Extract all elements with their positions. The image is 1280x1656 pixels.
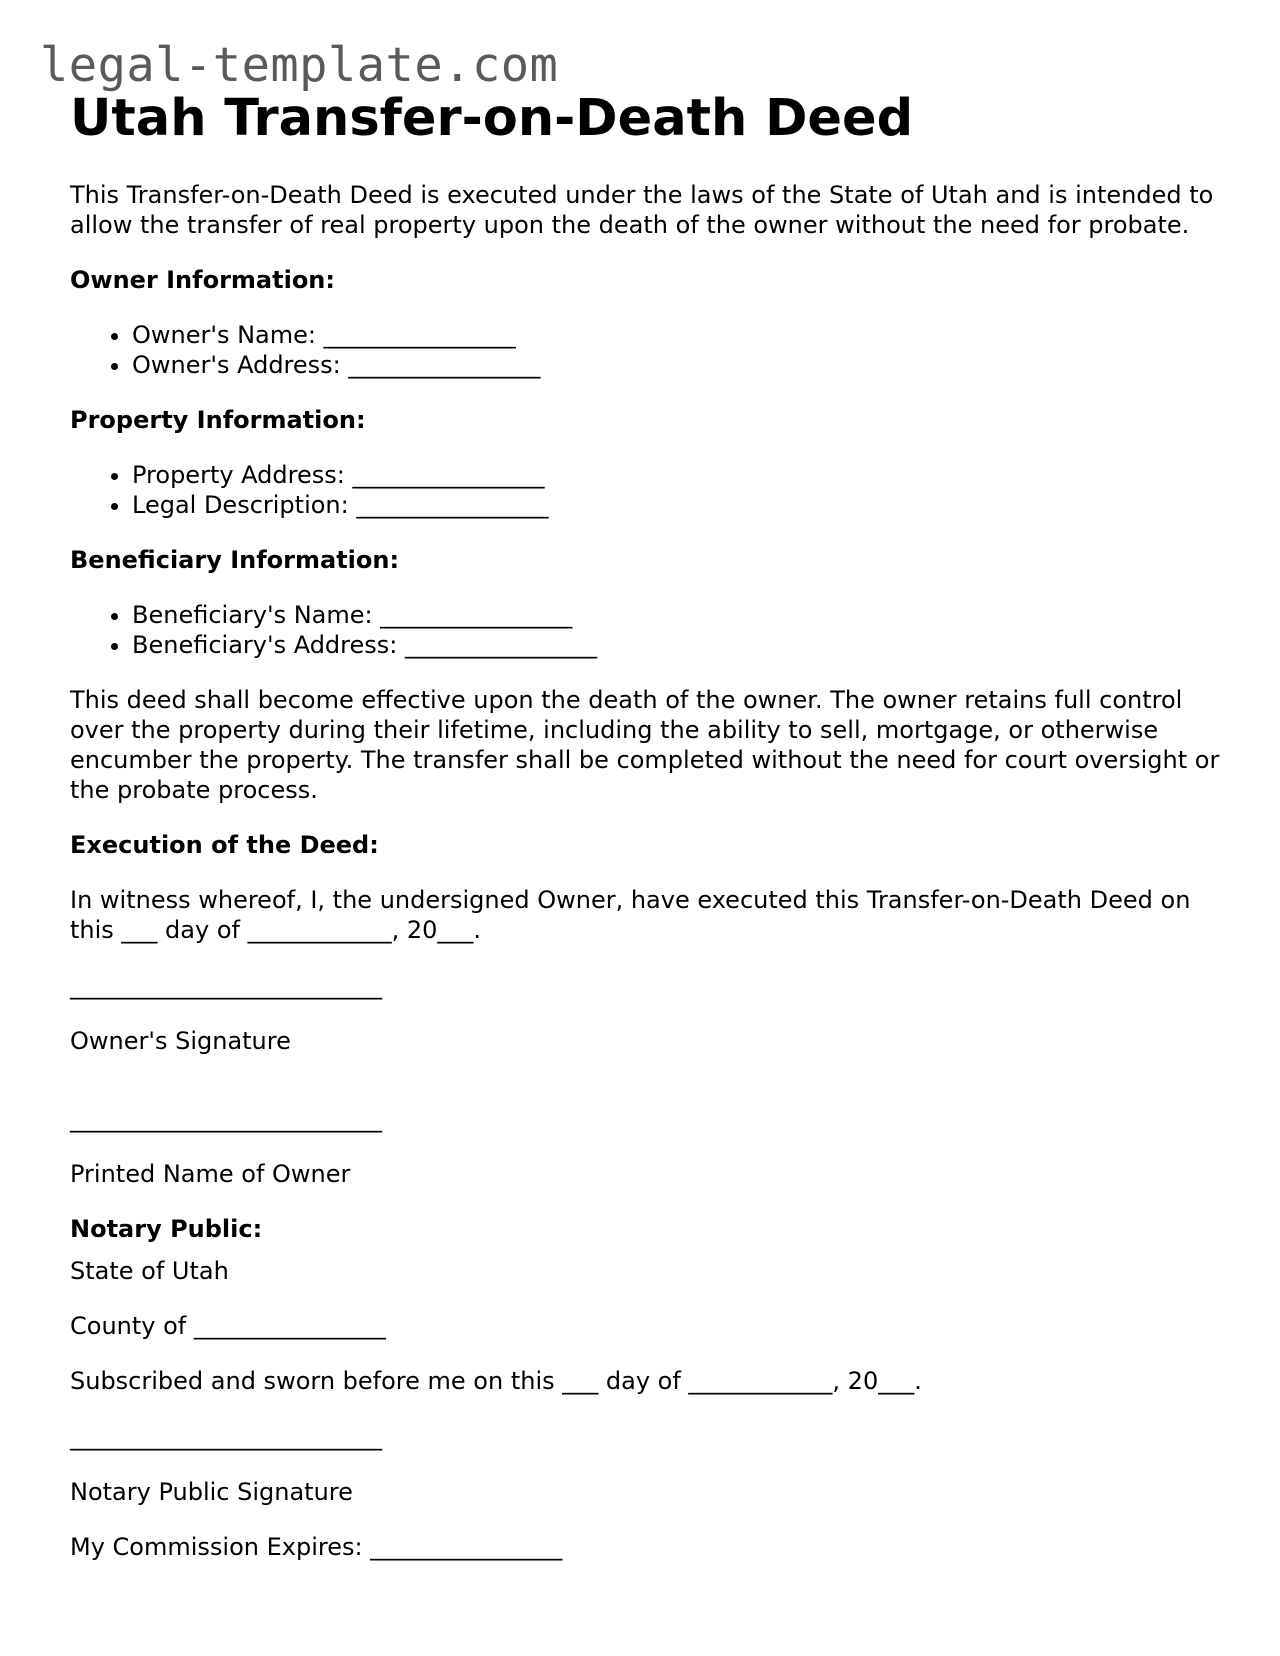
execution-heading: Execution of the Deed:: [70, 831, 379, 859]
legal-description-item: • Legal Description: ________________: [132, 490, 1220, 520]
property-information-heading: Property Information:: [70, 406, 366, 434]
witness-paragraph: In witness whereof, I, the undersigned Owner, have executed this Transfer-on-Death Deed on this ___ day of ____________, 20___.: [70, 886, 1191, 944]
commission-expires: My Commission Expires: ________________: [70, 1533, 563, 1561]
owner-name-item: • Owner's Name: ________________: [132, 320, 1220, 350]
beneficiary-address-item: • Beneficiary's Address: ________________: [132, 630, 1220, 660]
printed-name-label: Printed Name of Owner: [70, 1160, 351, 1188]
notary-sworn-statement: Subscribed and sworn before me on this ___ day of ____________, 20___.: [70, 1367, 922, 1395]
document-title: Utah Transfer-on-Death Deed: [70, 89, 914, 148]
watermark-logo: legal-template.com: [40, 38, 559, 93]
owner-information-heading: Owner Information:: [70, 266, 335, 294]
notary-heading: Notary Public:: [70, 1215, 263, 1243]
printed-name-line: __________________________: [70, 1105, 382, 1133]
owner-information-list: [70, 320, 1220, 380]
intro-paragraph: This Transfer-on-Death Deed is executed under the laws of the State of Utah and is intended to allow the transfer of real property upon the death of the owner without the need for probate.: [70, 181, 1214, 239]
owner-address-item: • Owner's Address: ________________: [132, 350, 1220, 380]
document-body: [70, 86, 1220, 1562]
effect-paragraph: This deed shall become effective upon the death of the owner. The owner retains full control over the property during their lifetime, including the ability to sell, mortgage, or otherwise encumber the property. The transfer shall be completed without the need for court oversight or the probate process.: [70, 686, 1220, 804]
owner-signature-line: __________________________: [70, 972, 382, 1000]
notary-signature-line: __________________________: [70, 1423, 382, 1451]
beneficiary-information-heading: Beneficiary Information:: [70, 546, 400, 574]
notary-signature-label: Notary Public Signature: [70, 1478, 353, 1506]
notary-county: County of ________________: [70, 1312, 386, 1340]
beneficiary-name-item: • Beneficiary's Name: ________________: [132, 600, 1220, 630]
beneficiary-information-list: [70, 600, 1220, 660]
property-information-list: [70, 460, 1220, 520]
owner-signature-label: Owner's Signature: [70, 1027, 291, 1055]
property-address-item: • Property Address: ________________: [132, 460, 1220, 490]
notary-state: State of Utah: [70, 1257, 229, 1285]
